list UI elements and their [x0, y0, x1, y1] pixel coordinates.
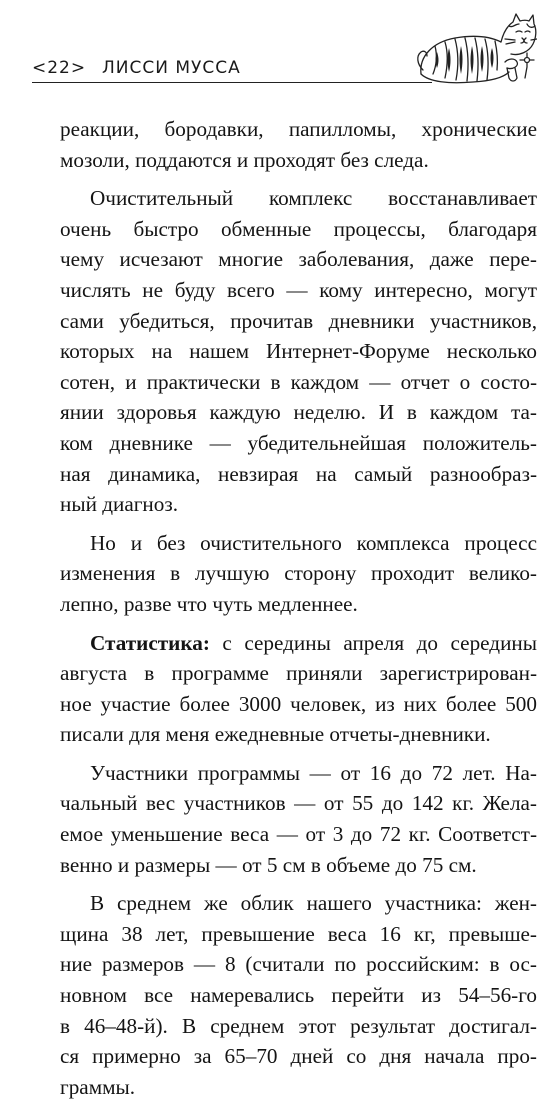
- text-line: ная динамика, невзирая на самый разнообраз-: [60, 461, 537, 486]
- paragraph: [60, 114, 537, 175]
- text-line: очень быстро обменные процессы, благодаря: [60, 216, 537, 241]
- running-header: [32, 56, 537, 86]
- text-line: венно и размеры — от 5 см в объеме до 75 см.: [60, 852, 477, 877]
- text-line: янии здоровья каждую неделю. И в каждом та-: [60, 400, 537, 425]
- text-line: граммы.: [60, 1074, 136, 1099]
- text-line: сами убедиться, прочитав дневники участников,: [60, 308, 537, 333]
- text-line: в 46–48-й). В среднем этот результат достигал-: [60, 1013, 537, 1038]
- text-line: сотен, и практически в каждом — отчет о состо-: [60, 369, 537, 394]
- text-fragment: с середины апреля до середины: [209, 630, 537, 655]
- text-line: новном все намеревались перейти из 54–56-го: [60, 983, 537, 1008]
- text-line: ся примерно за 65–70 дней со дня начала про-: [60, 1044, 537, 1069]
- paragraph: [60, 183, 537, 520]
- text-line: ние размеров — 8 (считали по российским: в ос-: [60, 952, 537, 977]
- text-line: ное участие более 3000 человек, из них более 500: [60, 691, 537, 716]
- paragraph-statistics: [60, 628, 537, 750]
- text-line: щина 38 лет, превышение веса 16 кг, превыше-: [60, 921, 537, 946]
- text-line: ком дневнике — убедительнейшая положитель-: [60, 430, 537, 455]
- text-line: реакции, бородавки, папилломы, хронические: [60, 117, 537, 141]
- paragraph: [60, 758, 537, 880]
- text-line: ный диагноз.: [60, 492, 179, 517]
- text-line: августа в программе приняли зарегистрирован-: [60, 661, 537, 686]
- text-line: емое уменьшение веса — от 3 до 72 кг. Соответст-: [60, 822, 537, 847]
- text-line: чальный вес участников — от 55 до 142 кг. Жела-: [60, 791, 537, 816]
- header-rule: [32, 82, 432, 83]
- statistics-lead: Статистика:: [90, 630, 210, 655]
- running-author: ЛИССИ МУССА: [102, 58, 241, 78]
- page-body: [60, 114, 537, 1110]
- cat-illustration-icon: [415, 12, 537, 88]
- text-line: писали для меня ежедневные отчеты-дневники.: [60, 722, 491, 747]
- text-line: чему исчезают многие заболевания, даже пере-: [60, 247, 537, 272]
- text-line: изменения в лучшую сторону проходит велико-: [60, 561, 537, 586]
- paragraph: [60, 528, 537, 620]
- text-line: которых на нашем Интернет-Форуме несколько: [60, 339, 537, 364]
- text-line: [60, 628, 537, 659]
- text-line: числять не буду всего — кому интересно, могут: [60, 277, 537, 302]
- text-line: мозоли, поддаются и проходят без следа.: [60, 147, 429, 172]
- page-number: <22>: [32, 58, 87, 78]
- text-line: В среднем же облик нашего участника: жен-: [90, 891, 537, 916]
- text-line: Но и без очистительного комплекса процесс: [90, 530, 537, 555]
- paragraph: [60, 888, 537, 1102]
- text-line: лепно, разве что чуть медленнее.: [60, 591, 358, 616]
- text-line: Очистительный комплекс восстанавливает: [90, 186, 537, 211]
- text-line: Участники программы — от 16 до 72 лет. На-: [90, 760, 537, 785]
